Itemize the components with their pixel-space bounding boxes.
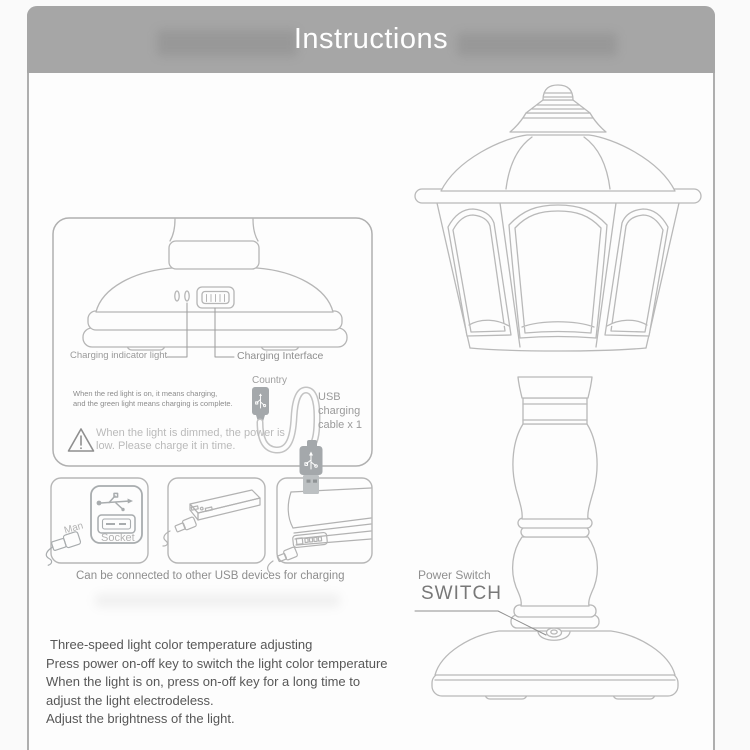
header-bar — [27, 6, 715, 73]
watermark-smudge — [157, 30, 297, 56]
usb-cable-label: USB charging cable x 1 — [318, 391, 363, 431]
usage-line: Press power on-off key to switch the light color temperature — [46, 655, 388, 671]
country-label: Country — [252, 375, 288, 386]
socket-label: Socket — [101, 532, 135, 544]
charging-interface-label: Charging Interface — [237, 350, 324, 362]
usage-line: When the light is on, press on-off key for a long time to — [46, 674, 361, 689]
laptop-drawing — [268, 488, 371, 573]
power-switch-button — [538, 628, 570, 640]
watermark-smudge — [95, 594, 340, 607]
page-title: Instructions — [293, 23, 449, 55]
power-switch-label: Power Switch — [418, 568, 491, 582]
usage-notes — [46, 636, 456, 729]
usage-line: Adjust the brightness of the light. — [46, 711, 235, 726]
lamp-illustration — [385, 75, 720, 725]
usb-devices-caption: Can be connected to other USB devices for charging — [76, 570, 345, 582]
usb-a-port — [98, 515, 135, 533]
usb-trident-icon — [97, 493, 133, 511]
usage-line: Three-speed light color temperature adjusting — [50, 637, 313, 652]
power-bank-drawing — [163, 490, 260, 546]
box-wall-socket — [51, 478, 148, 563]
charging-indicator-label: Charging indicator light — [70, 350, 168, 361]
usb-a-connector — [300, 440, 323, 494]
wall-socket-drawing — [41, 486, 142, 565]
usb-charging-port — [197, 287, 234, 308]
charging-indicator-led — [185, 291, 189, 301]
mains-plug-label: Man — [62, 520, 85, 537]
usage-line: adjust the light electrodeless. — [46, 692, 214, 708]
low-power-warning-text: When the light is dimmed, the power is low. Please charge it in time. — [96, 427, 285, 452]
switch-label: SWITCH — [421, 583, 502, 604]
plug-into-socket — [41, 531, 84, 565]
charging-indicator-led — [175, 291, 179, 301]
watermark-smudge — [457, 33, 617, 56]
red-light-note: When the red light is on, it means charging, and the green light means charging is complete. — [73, 389, 233, 408]
